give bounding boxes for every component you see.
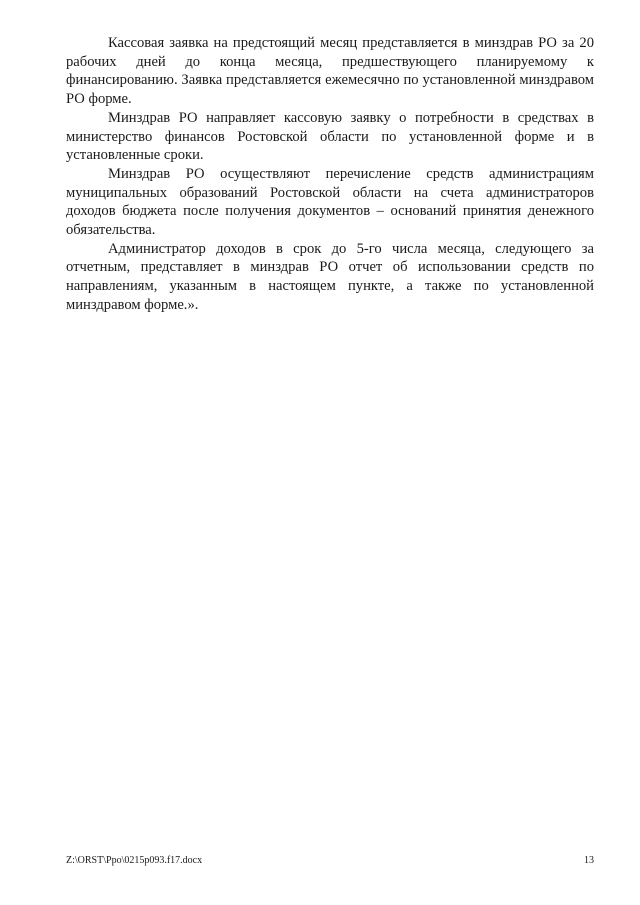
document-body xyxy=(66,34,594,315)
paragraph-ministry-submission: Минздрав РО направляет кассовую заявку о потребности в средствах в министерство финансов Ростовской области по установленной форме и в установленные сроки. xyxy=(66,109,594,164)
paragraph-cash-request: Кассовая заявка на предстоящий месяц представляется в минздрав РО за 20 рабочих дней до конца месяца, предшествующего планируемому к финансированию. Заявка представляется ежемесячно по установленной минздравом РО форме. xyxy=(66,35,594,108)
paragraph-funds-transfer: Минздрав РО осуществляют перечисление средств администрациям муниципальных образований Ростовской области на счета администраторов доходов бюджета после получения документов – оснований принятия денежного обязательства. xyxy=(66,165,594,239)
paragraph-usage-report: Администратор доходов в срок до 5-го числа месяца, следующего за отчетным, представляет в минздрав РО отчет об использовании средств по направлениям, указанным в настоящем пункте, а также по установленной минздравом форме.». xyxy=(66,240,594,313)
page-number: 13 xyxy=(584,855,594,866)
page-footer xyxy=(66,854,594,868)
footer-file-path: Z:\ORST\Ppo\0215p093.f17.docx xyxy=(66,855,203,866)
